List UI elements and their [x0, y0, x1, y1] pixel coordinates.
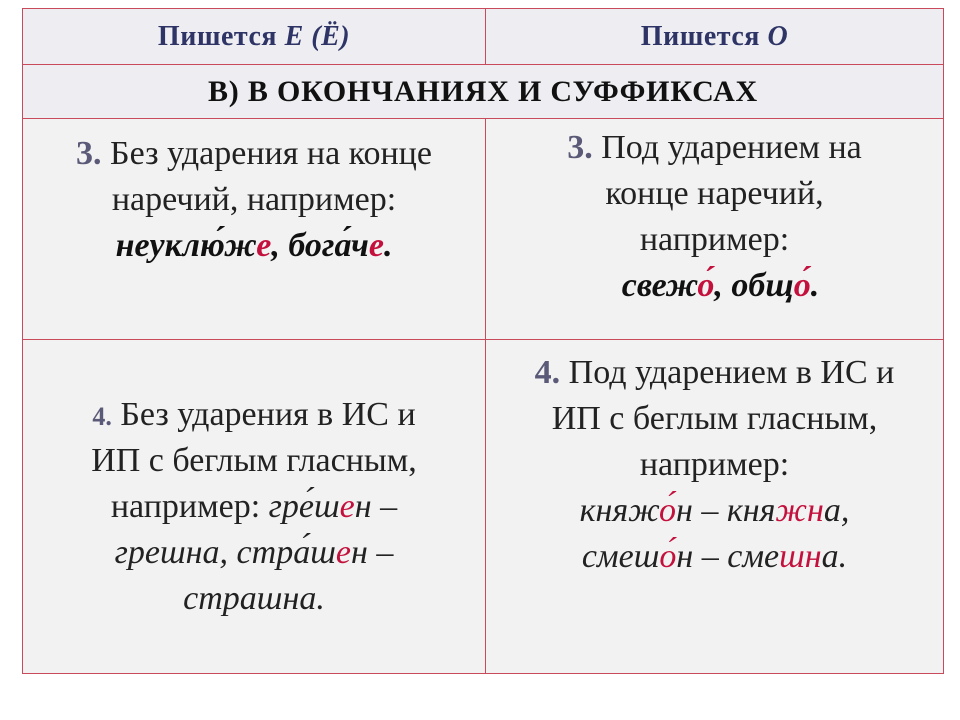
highlighted-letter: е — [256, 227, 272, 264]
rule3-e-line2: наречий, например: — [111, 181, 397, 218]
example-text: н – сме — [676, 538, 780, 575]
example-text: княж — [579, 492, 659, 529]
example-text: а, — [823, 492, 850, 529]
rule4-o-line2: ИП с беглым гласным, — [551, 400, 878, 437]
rule4-e-example-3 — [23, 576, 485, 622]
cell-rule4-o — [486, 340, 943, 673]
example-text: а. — [821, 538, 848, 575]
header-o-letter: О — [767, 20, 789, 52]
rule3-o-example — [486, 263, 943, 309]
example-text: неуклю́ж — [115, 227, 257, 264]
rule3-o-line1: 3. Под ударением на — [567, 129, 862, 166]
example-text: н – кня — [675, 492, 776, 529]
grid-line — [23, 118, 943, 119]
rule4-e-line3: например: гре́шен – — [110, 488, 398, 525]
header-cell-o — [486, 9, 943, 64]
example-text: , общ — [714, 267, 794, 304]
example-text: . — [810, 267, 820, 304]
example-text: , бога́ч — [271, 227, 369, 264]
rule3-e-example — [23, 223, 485, 269]
grid-line — [23, 339, 943, 340]
rule4-o-example-2 — [486, 534, 943, 580]
rule4-e-number: 4. — [92, 402, 112, 431]
rule3-o-line3: например: — [639, 221, 790, 258]
example-text: гре́ш — [268, 488, 340, 525]
rule3-o-line2: конце наречий, — [605, 175, 824, 212]
header-e-letter: Е (Ё) — [284, 20, 351, 52]
highlighted-letter: о́ — [659, 538, 677, 575]
example-text: . — [383, 227, 393, 264]
rule4-e-line2: ИП с беглым гласным, — [91, 442, 417, 479]
example-text: н – — [350, 534, 394, 571]
rule4-o-line3: например: — [639, 446, 790, 483]
rule4-e-example-1 — [269, 488, 398, 525]
highlighted-letter: жн — [775, 492, 824, 529]
header-o-prefix: Пишется — [640, 20, 760, 52]
rule4-o-number: 4. — [534, 354, 561, 391]
example-text: смеш — [581, 538, 660, 575]
cell-rule4-e — [23, 340, 485, 673]
example-text: грешна, стра́ш — [114, 534, 336, 571]
example-text: н – — [354, 488, 398, 525]
grid-line — [485, 118, 486, 673]
rule4-e-example-2 — [23, 530, 485, 576]
highlighted-letter: о́ — [793, 267, 811, 304]
rule3-o-number: 3. — [567, 129, 593, 166]
header-cell-e — [23, 9, 485, 64]
grid-line — [485, 9, 486, 64]
header-e-prefix: Пишется — [157, 20, 278, 52]
rule4-o-example-1 — [486, 488, 943, 534]
rule3-e-line1: 3. Без ударения на конце — [76, 135, 432, 172]
cell-rule3-e — [23, 119, 485, 339]
rule3-e-number: 3. — [76, 135, 102, 172]
highlighted-letter: о́ — [697, 267, 715, 304]
rule4-o-line1: 4. Под ударением в ИС и — [534, 354, 895, 391]
highlighted-letter: е — [335, 534, 351, 571]
cell-rule3-o — [486, 119, 943, 339]
highlighted-letter: е — [368, 227, 384, 264]
grid-line — [23, 64, 943, 65]
highlighted-letter: о́ — [658, 492, 676, 529]
rule4-e-line1: 4. Без ударения в ИС и — [92, 396, 416, 433]
rules-table — [22, 8, 944, 674]
highlighted-letter: е — [339, 488, 355, 525]
example-text: свеж — [621, 267, 698, 304]
section-title: В) В ОКОНЧАНИЯХ И СУФФИКСАХ — [23, 65, 943, 118]
example-text: страшна. — [183, 580, 325, 617]
highlighted-letter: шн — [779, 538, 822, 575]
